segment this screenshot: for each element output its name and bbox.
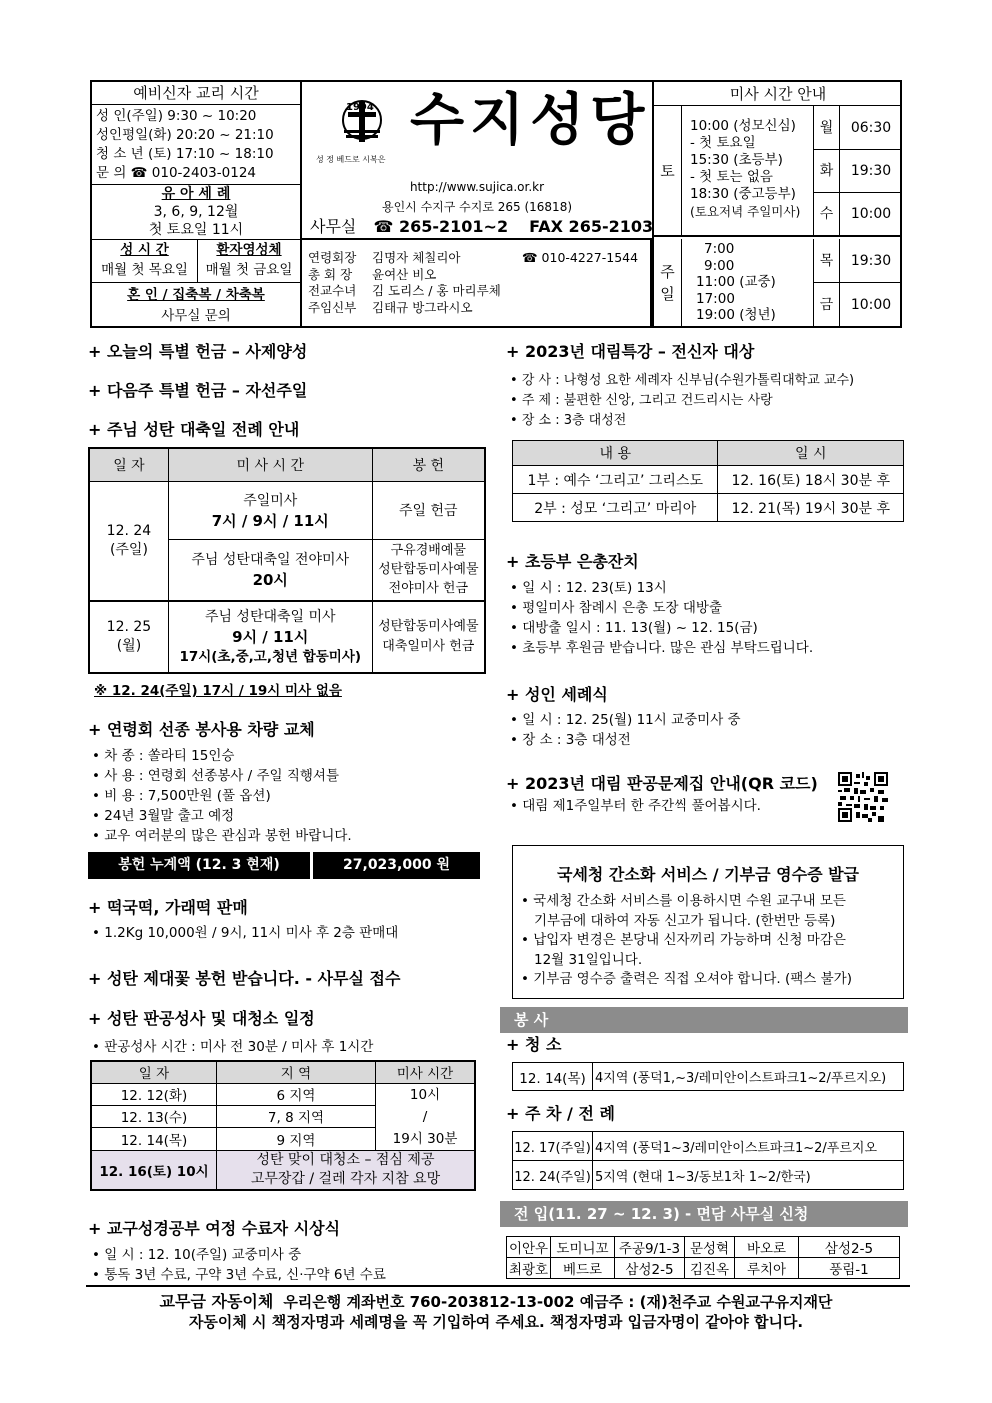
catechism-youth: 청 소 년 (토) 17:10 ~ 18:10 bbox=[96, 146, 274, 162]
col-date: 일 자 bbox=[89, 448, 168, 481]
list-item: • 일 시 : 12. 25(월) 11시 교중미사 중 bbox=[510, 710, 741, 730]
weekday-row bbox=[814, 106, 902, 150]
logo-caption: 성 정 베드로 시복은 bbox=[316, 155, 386, 164]
baptism-cell: 도미니꼬 bbox=[551, 1237, 615, 1258]
transfer-bar: 전 입(11. 27 ~ 12. 3) - 면담 사무실 신청 bbox=[500, 1201, 908, 1227]
time-cell bbox=[376, 1083, 475, 1150]
weekday-time: 06:30 bbox=[850, 120, 892, 136]
time-line: 19시 30분 bbox=[392, 1130, 458, 1147]
sat-mass-line: (토요저녁 주일미사) bbox=[690, 204, 801, 219]
table-row bbox=[89, 601, 485, 673]
vehicle-total-label: 봉헌 누계액 (12. 3 현재) bbox=[88, 852, 310, 879]
mass-joint: 17시(초,중,고,청년 합동미사) bbox=[179, 649, 362, 665]
list-item: • 장 소 : 3층 대성전 bbox=[510, 411, 854, 431]
name-cell: 문성혁 bbox=[685, 1237, 735, 1258]
wedding-value: 사무실 문의 bbox=[161, 308, 231, 324]
footer-divider bbox=[86, 1285, 910, 1287]
table-row bbox=[507, 1237, 900, 1258]
staff-role: 전교수녀 bbox=[308, 283, 357, 298]
list-item: • 국세청 간소화 서비스를 이용하시면 수원 교구내 모든 bbox=[521, 893, 846, 909]
list-item: • 1.2Kg 10,000원 / 9시, 11시 미사 후 2층 판매대 bbox=[92, 923, 398, 943]
confession-table bbox=[90, 1060, 476, 1191]
list-item: • 평일미사 참례시 은총 도장 대방출 bbox=[510, 598, 813, 618]
date-day: (월) bbox=[116, 638, 142, 654]
infant-baptism-months: 3, 6, 9, 12월 bbox=[153, 204, 239, 220]
list-item: • 사 용 : 연령회 선종봉사 / 주일 직행셔틀 bbox=[92, 766, 352, 786]
catechism-title: 예비신자 교리 시간 bbox=[92, 82, 300, 105]
transfer-table bbox=[506, 1236, 900, 1279]
date-line: 12. 24 bbox=[106, 522, 152, 539]
date-cell: 12. 24(주일) bbox=[513, 1161, 593, 1190]
confession-row bbox=[92, 239, 300, 283]
list-item: • 대림 제1주일부터 한 주간씩 풀어봅시다. bbox=[510, 796, 761, 816]
quiz-items bbox=[510, 796, 761, 816]
footer-line-2: 자동이체 시 책정자명과 세례명을 꼭 기입하여 주세요. 책정자명과 입금자명이 같아야 합니다. bbox=[188, 1313, 804, 1331]
header-box bbox=[90, 80, 902, 328]
area-cell: 4지역 (풍덕1,~3/레미안이스트파크1~2/푸르지오) bbox=[593, 1063, 904, 1091]
cleaning-line: 성탄 맞이 대청소 – 점심 제공 bbox=[256, 1151, 435, 1168]
date-line: 12. 25 bbox=[106, 619, 152, 635]
offering-line: 대축일미사 헌금 bbox=[382, 639, 475, 654]
table-row bbox=[513, 1063, 904, 1091]
service-cleaning-table bbox=[512, 1062, 904, 1091]
wedding-title: 혼 인 / 집축복 / 차축복 bbox=[127, 287, 265, 303]
area-cell: 삼성2-5 bbox=[615, 1258, 685, 1279]
staff-row bbox=[308, 283, 650, 300]
parish-name: 수지성당 bbox=[410, 88, 651, 153]
quiz-title: + 2023년 대림 판공문제집 안내(QR 코드) bbox=[506, 774, 818, 793]
tax-notice-box bbox=[512, 845, 904, 999]
advent-lecture-title: + 2023년 대림특강 – 전신자 대상 bbox=[506, 342, 755, 361]
christmas-header-row bbox=[89, 448, 485, 481]
offering-cell: 주일 헌금 bbox=[372, 481, 485, 539]
cleaning-row bbox=[91, 1150, 475, 1190]
list-item: 12월 31일입니다. bbox=[534, 951, 643, 968]
list-item: • 강 사 : 나형성 요한 세례자 신부님(수원가톨릭대학교 교수) bbox=[510, 371, 854, 391]
sat-mass-line: - 첫 토는 없음 bbox=[690, 169, 773, 185]
time-line: / bbox=[422, 1108, 428, 1125]
sat-mass-line: 15:30 (초등부) bbox=[690, 152, 783, 168]
weekday-row bbox=[814, 239, 902, 283]
when-cell: 12. 16(토) 18시 30분 후 bbox=[718, 466, 904, 494]
mass-times: 9시 / 11시 bbox=[232, 628, 309, 646]
offering-cell bbox=[372, 601, 485, 673]
table-row bbox=[89, 481, 485, 539]
confession-schedule-title: + 성탄 판공성사 및 대청소 일정 bbox=[88, 1009, 315, 1028]
weekday-row bbox=[814, 193, 902, 237]
catechism-contact: 문 의 ☎ 010-2403-0124 bbox=[96, 165, 256, 181]
christmas-note bbox=[94, 679, 342, 699]
list-item: • 주 제 : 불편한 신앙, 그리고 건드리시는 사랑 bbox=[510, 391, 854, 411]
staff-row bbox=[308, 267, 650, 284]
confession-cell bbox=[92, 240, 198, 282]
cleaning-desc bbox=[216, 1150, 475, 1190]
bible-title: + 교구성경공부 여정 수료자 시상식 bbox=[88, 1219, 341, 1238]
col-area: 지 역 bbox=[216, 1061, 375, 1083]
area-cell: 7, 8 지역 bbox=[216, 1105, 375, 1127]
vehicle-total-value: 27,023,000 원 bbox=[313, 852, 480, 879]
weekday-time: 10:00 bbox=[850, 206, 892, 222]
weekday-day: 수 bbox=[814, 193, 840, 235]
tax-title: 국세청 간소화 서비스 / 기부금 영수증 발급 bbox=[556, 865, 860, 884]
confession-schedule-items bbox=[92, 1037, 373, 1057]
area-cell: 9 지역 bbox=[216, 1128, 375, 1150]
list-item: • 일 시 : 12. 10(주일) 교중미사 중 bbox=[92, 1245, 386, 1265]
weekday-day: 목 bbox=[814, 239, 840, 283]
infant-baptism bbox=[92, 184, 300, 239]
weekday-day: 화 bbox=[814, 150, 840, 193]
service-parking-title: + 주 차 / 전 례 bbox=[506, 1104, 615, 1123]
mass-name: 주님 성탄대축일 미사 bbox=[204, 609, 336, 625]
table-row bbox=[513, 466, 904, 494]
header-center-column bbox=[302, 82, 652, 328]
baptism-cell: 바오로 bbox=[735, 1237, 799, 1258]
sick-communion-cell bbox=[198, 240, 300, 282]
table-row bbox=[507, 1258, 900, 1279]
content-cell: 2부 : 성모 ‘그리고’ 마리아 bbox=[513, 494, 718, 522]
offering-line: 구유경배예물 bbox=[390, 543, 466, 559]
wedding-cell bbox=[92, 285, 300, 327]
staff-row bbox=[308, 250, 650, 267]
col-offering: 봉 헌 bbox=[372, 448, 485, 481]
staff-name: 윤여산 비오 bbox=[372, 266, 437, 282]
weekday-time: 10:00 bbox=[850, 297, 892, 313]
table-row bbox=[513, 1132, 904, 1161]
mass-name: 주님 성탄대축일 전야미사 bbox=[191, 552, 350, 569]
mass-saturday-times bbox=[682, 106, 814, 237]
list-item: • 기부금 영수증 출력은 직접 오셔야 합니다. (팩스 불가) bbox=[521, 971, 852, 987]
staff-role: 연령회장 bbox=[308, 250, 357, 265]
mass-name: 주일미사 bbox=[243, 492, 298, 509]
col-when: 일 시 bbox=[718, 441, 904, 466]
parish-url[interactable]: http://www.sujica.or.kr bbox=[409, 180, 545, 194]
area-cell: 주공9/1-3 bbox=[615, 1237, 685, 1258]
rice-cake-items bbox=[92, 923, 398, 943]
sat-mass-line: 18:30 (중고등부) bbox=[690, 186, 796, 202]
area-cell: 4지역 (풍덕1~3/레미안이스트파크1~2/푸르지오 bbox=[593, 1132, 904, 1161]
catechism-times bbox=[96, 107, 300, 183]
christmas-table bbox=[88, 447, 486, 674]
date-cell: 12. 13(수) bbox=[91, 1105, 216, 1127]
office-phone: ☎ 265-2101~2 bbox=[373, 217, 509, 236]
qr-code-icon[interactable] bbox=[838, 772, 888, 822]
sun-mass-line: 11:00 (교중) bbox=[696, 274, 776, 290]
tax-text: 납입자 변경은 본당내 신자끼리 가능하며 신청 마감은 bbox=[533, 932, 846, 948]
date-cell: 12. 17(주일) bbox=[513, 1132, 593, 1161]
office-fax: FAX 265-2103 bbox=[529, 217, 654, 236]
offering-line: 성탄합동미사예물 bbox=[378, 619, 479, 634]
mass-sunday-label bbox=[654, 239, 682, 328]
weekday-day: 금 bbox=[814, 283, 840, 328]
office-label: 사무실 bbox=[310, 217, 357, 236]
staff-list bbox=[302, 238, 652, 328]
table-row bbox=[91, 1083, 475, 1105]
header-left-column bbox=[92, 82, 302, 328]
staff-name: 김명자 체칠리아 bbox=[372, 250, 461, 265]
date-cell: 12. 14(목) bbox=[91, 1128, 216, 1150]
name-cell: 최광호 bbox=[507, 1258, 551, 1279]
vehicle-items bbox=[92, 746, 352, 846]
staff-name: 김태규 방그라시오 bbox=[372, 299, 473, 315]
service-cleaning-title: + 청 소 bbox=[506, 1035, 562, 1054]
elementary-title: + 초등부 은총잔치 bbox=[506, 552, 639, 571]
list-item: • 대방출 일시 : 11. 13(월) ~ 12. 15(금) bbox=[510, 618, 813, 638]
baptism-cell: 베드로 bbox=[551, 1258, 615, 1279]
list-item: • 교우 여러분의 많은 관심과 봉헌 바랍니다. bbox=[92, 826, 352, 846]
date-cell bbox=[89, 601, 168, 673]
date-cell: 12. 12(화) bbox=[91, 1083, 216, 1105]
sick-communion-value: 매월 첫 금요일 bbox=[205, 262, 293, 278]
table-row bbox=[513, 494, 904, 522]
office-contact bbox=[310, 214, 653, 237]
bible-items bbox=[92, 1245, 386, 1285]
col-time: 미사 시간 bbox=[376, 1061, 475, 1083]
catechism-adult-tue: 성인평일(화) 20:20 ~ 21:10 bbox=[96, 127, 274, 143]
list-item: • 납입자 변경은 본당내 신자끼리 가능하며 신청 마감은 bbox=[521, 932, 846, 948]
table-row bbox=[513, 1161, 904, 1190]
area-cell: 6 지역 bbox=[216, 1083, 375, 1105]
logo-year: 1994 bbox=[346, 102, 374, 113]
baptism-cell: 루치아 bbox=[735, 1258, 799, 1279]
parish-address: 용인시 수지구 수지로 265 (16818) bbox=[381, 200, 573, 214]
weekday-time: 19:30 bbox=[850, 163, 892, 179]
elementary-items bbox=[510, 578, 813, 658]
footer-line-1 bbox=[0, 1292, 992, 1312]
weekday-row bbox=[814, 150, 902, 193]
footer-account: 우리은행 계좌번호 760-203812-13-002 예금주 : (재)천주교 수원교구유지재단 bbox=[283, 1293, 833, 1311]
footer-label: 교무금 자동이체 bbox=[159, 1292, 274, 1311]
flowers-notice: + 성탄 제대꽃 봉헌 받습니다. - 사무실 접수 bbox=[88, 969, 401, 988]
adult-baptism-items bbox=[510, 710, 741, 750]
list-item: • 24년 3월말 출고 예정 bbox=[92, 806, 352, 826]
list-item: • 차 종 : 쏠라티 15인승 bbox=[92, 746, 352, 766]
area-cell: 삼성2-5 bbox=[799, 1237, 900, 1258]
weekday-masses bbox=[814, 106, 902, 328]
sun-mass-line: 9:00 bbox=[704, 257, 735, 274]
list-item: • 초등부 후원금 받습니다. 많은 관심 부탁드립니다. bbox=[510, 638, 813, 658]
infant-baptism-title: 유 아 세 례 bbox=[161, 186, 231, 202]
sun-mass-line: 7:00 bbox=[704, 241, 735, 257]
date-day: (주일) bbox=[109, 541, 148, 558]
vehicle-title: + 연령회 선종 봉사용 차량 교체 bbox=[88, 720, 315, 739]
catechism-adult-sun: 성 인(주일) 9:30 ~ 10:20 bbox=[96, 108, 257, 124]
area-cell: 풍림-1 bbox=[799, 1258, 900, 1279]
area-cell: 5지역 (현대 1~3/동보1차 1~2/한국) bbox=[593, 1161, 904, 1190]
advent-lecture-items bbox=[510, 371, 854, 431]
tax-text: 국세청 간소화 서비스를 이용하시면 수원 교구내 모든 bbox=[533, 893, 846, 909]
tax-text: 기부금 영수증 출력은 직접 오셔야 합니다. (팩스 불가) bbox=[533, 971, 852, 987]
offering-cell bbox=[372, 539, 485, 601]
sat-mass-line: 10:00 (성모신심) bbox=[690, 118, 796, 134]
list-item: 기부금에 대하여 자동 신고가 됩니다. (한번만 등록) bbox=[534, 912, 836, 929]
offering-line: 성탄합동미사예물 bbox=[378, 562, 479, 578]
list-item: • 통독 3년 수료, 구약 3년 수료, 신·구약 6년 수료 bbox=[92, 1265, 386, 1285]
mass-sunday-times bbox=[682, 239, 814, 328]
offering-next: + 다음주 특별 헌금 – 자선주일 bbox=[88, 381, 308, 400]
mass-cell bbox=[168, 539, 372, 601]
list-item: • 일 시 : 12. 23(토) 13시 bbox=[510, 578, 813, 598]
date-cell: 12. 14(목) bbox=[513, 1063, 593, 1091]
list-item: • 판공성사 시간 : 미사 전 30분 / 미사 후 1시간 bbox=[92, 1037, 373, 1057]
staff-role: 주임신부 bbox=[308, 299, 357, 315]
mass-title: 미사 시간 안내 bbox=[654, 82, 902, 106]
rice-cake-title: + 떡국떡, 가래떡 판매 bbox=[88, 898, 248, 917]
mass-times: 7시 / 9시 / 11시 bbox=[211, 511, 329, 530]
mass-cell bbox=[168, 601, 372, 673]
time-line: 10시 bbox=[409, 1086, 441, 1103]
advent-lecture-table bbox=[512, 440, 904, 522]
offering-today: + 오늘의 특별 헌금 – 사제양성 bbox=[88, 342, 308, 361]
col-date: 일 자 bbox=[91, 1061, 216, 1083]
sun-mass-line: 17:00 bbox=[696, 290, 735, 307]
christmas-note-text: ※ 12. 24(주일) 17시 / 19시 미사 없음 bbox=[94, 683, 342, 699]
cleaning-line: 고무장갑 / 걸레 각자 지참 요망 bbox=[250, 1170, 441, 1187]
col-mass: 미 사 시 간 bbox=[168, 448, 372, 481]
adult-baptism-title: + 성인 세례식 bbox=[506, 685, 608, 704]
staff-row bbox=[308, 300, 650, 317]
offering-line: 전야미사 헌금 bbox=[388, 581, 469, 597]
name-cell: 이안우 bbox=[507, 1237, 551, 1258]
sun-mass-line: 19:00 (청년) bbox=[696, 307, 776, 323]
sick-communion-title: 환자영성체 bbox=[216, 242, 282, 258]
service-parking-table bbox=[512, 1131, 904, 1190]
infant-baptism-day: 첫 토요일 11시 bbox=[148, 222, 244, 238]
confession-header-row bbox=[91, 1061, 475, 1083]
weekday-day: 월 bbox=[814, 106, 840, 150]
staff-name: 김 도리스 / 홍 마리루체 bbox=[372, 283, 501, 298]
when-cell: 12. 21(목) 19시 30분 후 bbox=[718, 494, 904, 522]
sunday-label-text: 주일 bbox=[660, 263, 675, 303]
staff-phone: ☎ 010-4227-1544 bbox=[522, 250, 639, 265]
staff-role: 총 회 장 bbox=[308, 266, 353, 282]
sat-mass-line: - 첫 토요일 bbox=[690, 135, 756, 151]
mass-cell bbox=[168, 481, 372, 539]
mass-times bbox=[652, 82, 902, 328]
date-cell bbox=[89, 481, 168, 601]
list-item: • 장 소 : 3층 대성전 bbox=[510, 730, 741, 750]
confession-title: 성 시 간 bbox=[120, 242, 169, 258]
name-cell: 김진옥 bbox=[685, 1258, 735, 1279]
tax-items bbox=[521, 892, 852, 990]
lecture-header-row bbox=[513, 441, 904, 466]
col-content: 내 용 bbox=[513, 441, 718, 466]
christmas-title: + 주님 성탄 대축일 전례 안내 bbox=[88, 420, 300, 439]
mass-saturday-label: 토 bbox=[654, 106, 682, 237]
weekday-time: 19:30 bbox=[850, 253, 892, 269]
list-item: • 비 용 : 7,500만원 (풀 옵션) bbox=[92, 786, 352, 806]
confession-value: 매월 첫 목요일 bbox=[101, 262, 188, 278]
content-cell: 1부 : 예수 ‘그리고’ 그리스도 bbox=[513, 466, 718, 494]
footer bbox=[0, 1292, 992, 1332]
weekday-row bbox=[814, 283, 902, 328]
service-bar: 봉 사 bbox=[500, 1007, 908, 1033]
mass-times: 20시 bbox=[252, 571, 288, 590]
cleaning-date: 12. 16(토) 10시 bbox=[91, 1150, 216, 1190]
